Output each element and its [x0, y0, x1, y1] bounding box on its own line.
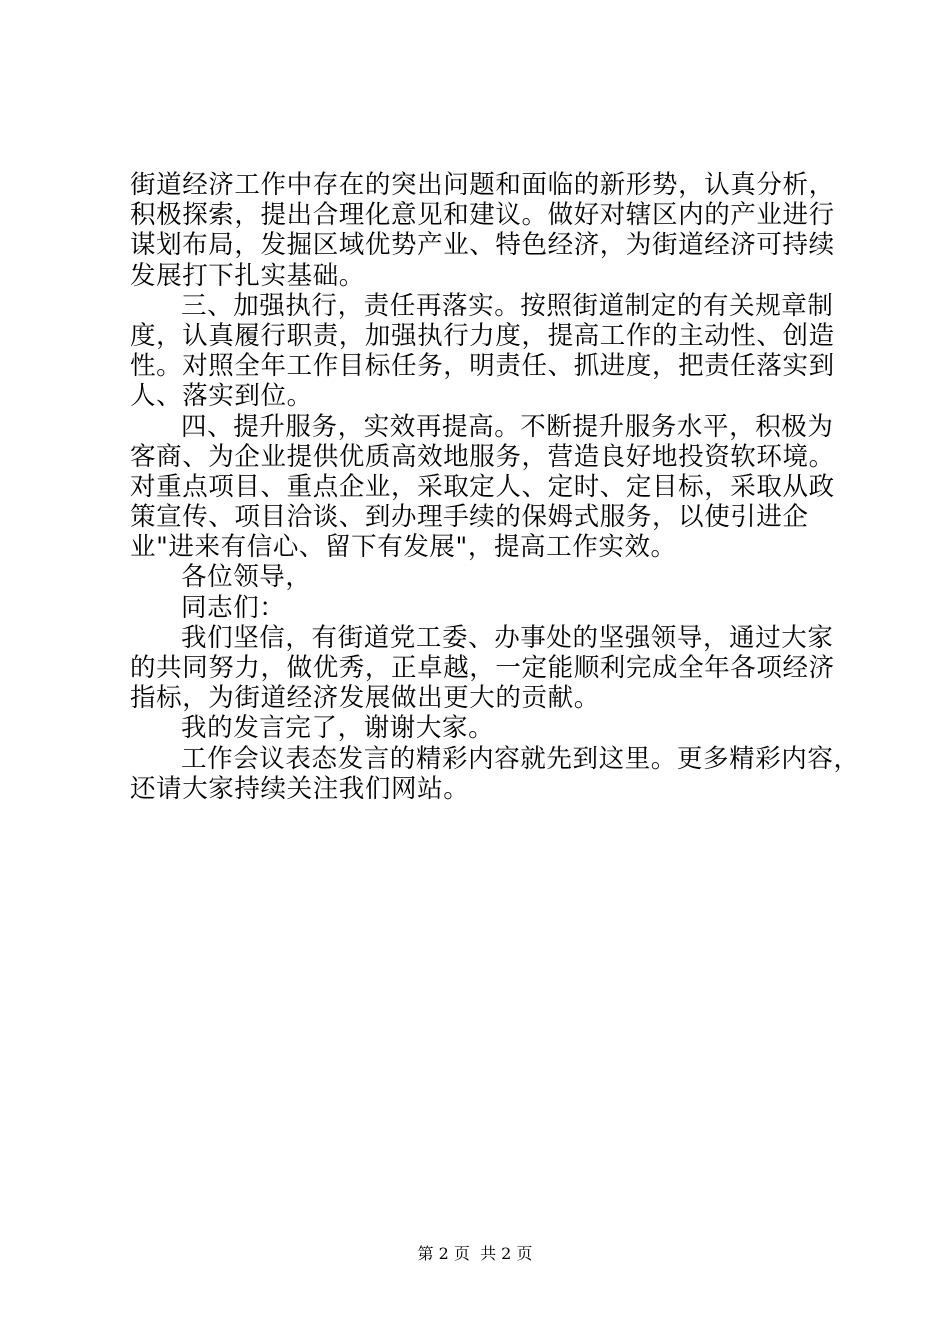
text-line: 积极探索，提出合理化意见和建议。做好对辖区内的产业进行 — [130, 200, 835, 231]
text-line: 同志们： — [181, 592, 286, 623]
paragraph — [130, 290, 835, 412]
text-line: 策宣传、项目洽谈、到办理手续的保姆式服务，以使引进企 — [130, 502, 809, 533]
text-line: 指标，为街道经济发展做出更大的贡献。 — [130, 683, 600, 714]
text-line: 发展打下扎实基础。 — [130, 260, 365, 291]
text-line: 我们坚信，有街道党工委、办事处的坚强领导，通过大家 — [181, 622, 834, 653]
text-line: 业"进来有信心、留下有发展"，提高工作实效。 — [130, 532, 677, 563]
text-line: 客商、为企业提供优质高效地服务，营造良好地投资软环境。 — [130, 441, 835, 472]
text-line: 谋划布局，发掘区域优势产业、特色经济，为街道经济可持续 — [130, 230, 835, 261]
page-footer: 第 2 页 共 2 页 — [417, 1244, 533, 1263]
text-line: 对重点项目、重点企业，采取定人、定时、定目标，采取从政 — [130, 471, 835, 502]
text-line: 性。对照全年工作目标任务，明责任、抓进度，把责任落实到 — [130, 351, 835, 382]
text-line: 人、落实到位。 — [130, 381, 313, 412]
text-line: 街道经济工作中存在的突出问题和面临的新形势，认真分析， — [130, 170, 835, 200]
paragraph — [130, 170, 835, 291]
text-line: 三、加强执行，责任再落实。按照街道制定的有关规章制 — [181, 290, 834, 321]
text-line: 的共同努力，做优秀，正卓越，一定能顺利完成全年各项经济 — [130, 653, 835, 683]
text-line: 还请大家持续关注我们网站。 — [130, 773, 470, 804]
paragraph — [130, 743, 860, 804]
paragraph — [130, 713, 830, 743]
paragraph — [130, 593, 830, 623]
paragraph — [130, 622, 835, 714]
text-line: 我的发言完了，谢谢大家。 — [181, 713, 495, 744]
text-line: 各位领导， — [181, 562, 312, 593]
paragraph — [130, 411, 835, 563]
paragraph — [130, 562, 830, 592]
text-line: 四、提升服务，实效再提高。不断提升服务水平，积极为 — [181, 411, 834, 442]
text-line: 度，认真履行职责，加强执行力度，提高工作的主动性、创造 — [130, 320, 835, 351]
text-line: 工作会议表态发言的精彩内容就先到这里。更多精彩内容， — [181, 743, 860, 774]
document-body — [130, 170, 860, 804]
